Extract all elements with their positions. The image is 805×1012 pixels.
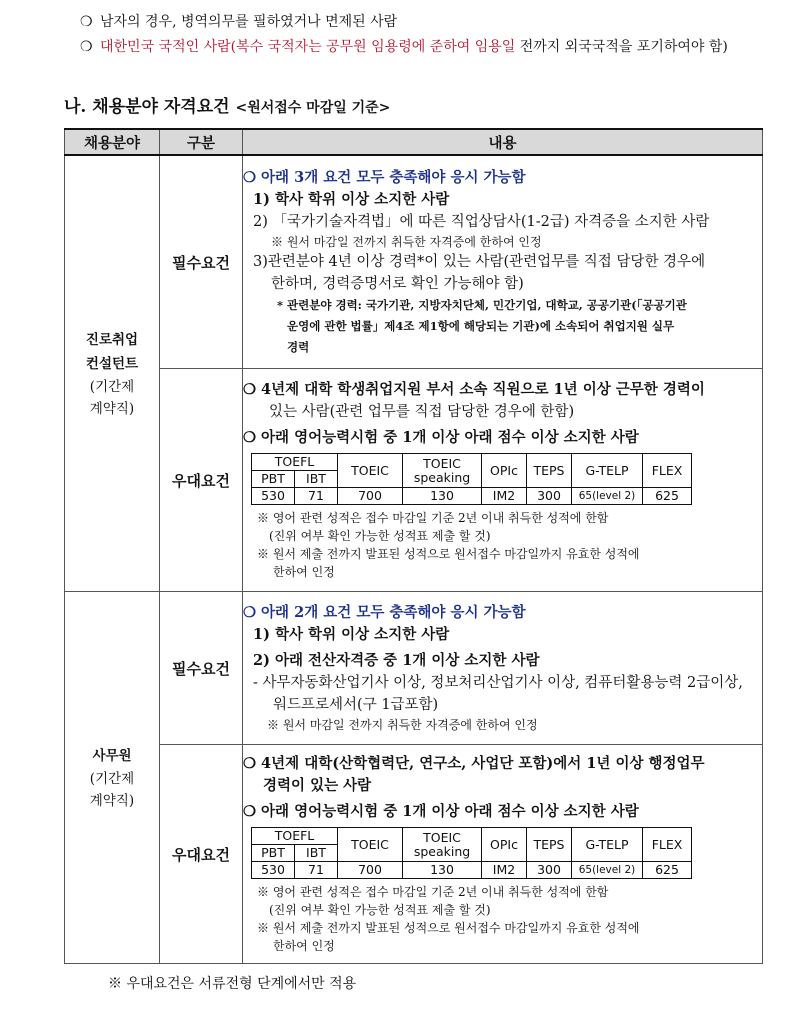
field-cell: 진로취업 컨설턴트 (기간제 계약직) (65, 155, 160, 592)
score-header: IBT (295, 471, 338, 488)
intro-text: 남자의 경우, 병역의무를 필하였거나 면제된 사람 (100, 14, 398, 30)
score-header: PBT (252, 471, 295, 488)
header-category: 구분 (160, 129, 243, 155)
score-header: OPIc (482, 454, 527, 488)
category-required: 필수요건 (160, 155, 243, 369)
content-preferred: ❍ 4년제 대학(산학협력단, 연구소, 사업단 포함)에서 1년 이상 행정업무 경력이 있는 사람 ❍ 아래 영어능력시험 중 1개 이상 아래 점수 이상 소지한 사람 TOEFL TOEIC TOEIC speaking OPIc TEPS G-TELP FLEX PBT IBT 530 71 700 130 IM2 300 65(level 2) 625 ※ 영어 관련 성적은 접수 마감일 기준 2년 이내 취득한 성적에 한함 (진위 여부 확인 가능한 성적표 제출 할 것) ※ 원서 제출 전까지 발표된 성적으로 원서접수 마감일까지 유효한 성적에 한하여 인정 (243, 745, 763, 964)
score-header: TOEIC (338, 454, 403, 488)
score-value: 530 (252, 862, 295, 879)
intro-list (80, 10, 780, 60)
field-cell: 사무원 (기간제 계약직) (65, 592, 160, 964)
score-table (251, 827, 692, 879)
score-value: 700 (338, 862, 403, 879)
table-row (65, 155, 763, 369)
score-header: TEPS (527, 828, 572, 862)
bullet-icon: ❍ (80, 39, 93, 55)
score-header: TOEIC speaking (403, 828, 482, 862)
score-header: TOEIC speaking (403, 454, 482, 488)
category-preferred: 우대요건 (160, 369, 243, 592)
score-value: 700 (338, 488, 403, 505)
score-value: 625 (643, 862, 692, 879)
score-header: TOEFL (252, 828, 338, 845)
content-preferred: ❍ 4년제 대학 학생취업지원 부서 소속 직원으로 1년 이상 근무한 경력이 있는 사람(관련 업무를 직접 담당한 경우에 한함) ❍ 아래 영어능력시험 중 1개 이상 아래 점수 이상 소지한 사람 TOEFL TOEIC TOEIC speaking OPIc TEPS G-TELP FLEX PBT IBT 530 71 700 130 IM2 300 65(level 2) 625 ※ 영어 관련 성적은 접수 마감일 기준 2년 이내 취득한 성적에 한함 (진위 여부 확인 가능한 성적표 제출 할 것) ※ 원서 제출 전까지 발표된 성적으로 원서접수 마감일까지 유효한 성적에 한하여 인정 (243, 369, 763, 592)
header-field: 채용분야 (65, 129, 160, 155)
score-value: IM2 (482, 862, 527, 879)
header-content: 내용 (243, 129, 763, 155)
intro-text: 대한민국 국적인 사람(복수 국적자는 공무원 임용령에 준하여 임용일 전까지 외국국적을 포기하여야 함) (100, 39, 728, 55)
score-header: FLEX (643, 454, 692, 488)
score-header: TOEIC (338, 828, 403, 862)
content-required: ❍ 아래 2개 요건 모두 충족해야 응시 가능함 1) 학사 학위 이상 소지한 사람 2) 아래 전산자격증 중 1개 이상 소지한 사람 - 사무자동화산업기사 이상, 정보처리산업기사 이상, 컴퓨터활용능력 2급이상, 워드프로세서(구 1급포함) ※ 원서 마감일 전까지 취득한 자격증에 한하여 인정 (243, 592, 763, 745)
score-header: G-TELP (572, 454, 643, 488)
category-preferred: 우대요건 (160, 745, 243, 964)
score-header: G-TELP (572, 828, 643, 862)
score-value: 530 (252, 488, 295, 505)
score-value: 625 (643, 488, 692, 505)
footer-note: ※ 우대요건은 서류전형 단계에서만 적용 (108, 976, 357, 992)
requirements-table (64, 128, 763, 964)
score-value: IM2 (482, 488, 527, 505)
score-value: 65(level 2) (572, 488, 643, 505)
score-table (251, 453, 692, 505)
bullet-icon: ❍ (80, 14, 93, 30)
score-value: 130 (403, 862, 482, 879)
table-row (65, 592, 763, 745)
score-value: 300 (527, 488, 572, 505)
score-header: PBT (252, 845, 295, 862)
category-required: 필수요건 (160, 592, 243, 745)
score-value: 300 (527, 862, 572, 879)
section-title: 나. 채용분야 자격요건 <원서접수 마감일 기준> (64, 97, 391, 117)
table-row (65, 745, 763, 964)
score-header: TOEFL (252, 454, 338, 471)
score-value: 71 (295, 488, 338, 505)
intro-item (80, 35, 780, 60)
table-row (65, 369, 763, 592)
score-value: 130 (403, 488, 482, 505)
score-header: OPIc (482, 828, 527, 862)
score-value: 71 (295, 862, 338, 879)
score-header: IBT (295, 845, 338, 862)
content-required: ❍ 아래 3개 요건 모두 충족해야 응시 가능함 1) 학사 학위 이상 소지한 사람 2) 「국가기술자격법」에 따른 직업상담사(1-2급) 자격증을 소지한 사람 ※ 원서 마감일 전까지 취득한 자격증에 한하여 인정 3)관련분야 4년 이상 경력*이 있는 사람(관련업무를 직접 담당한 경우에 한하며, 경력증명서로 확인 가능해야 함) * 관련분야 경력: 국가기관, 지방자치단체, 민간기업, 대학교, 공공기관(「공공기관 운영에 관한 법률」제4조 제1항에 해당되는 기관)에 소속되어 취업지원 실무 경력 (243, 155, 763, 369)
intro-item (80, 10, 780, 35)
score-value: 65(level 2) (572, 862, 643, 879)
score-header: TEPS (527, 454, 572, 488)
score-header: FLEX (643, 828, 692, 862)
table-header-row (65, 129, 763, 155)
